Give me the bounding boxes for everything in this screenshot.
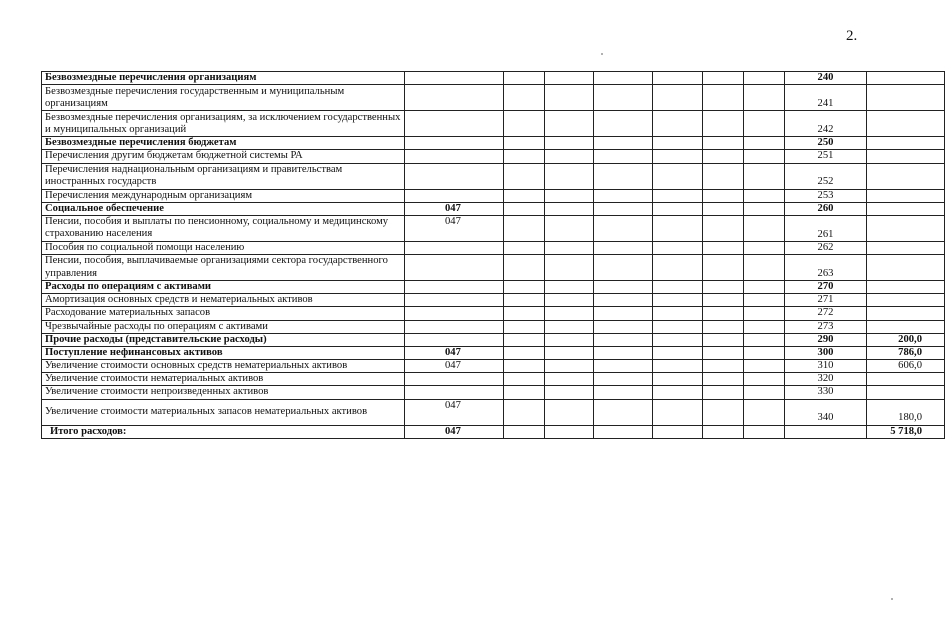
row-empty-cell bbox=[504, 320, 545, 333]
row-empty-cell bbox=[703, 307, 744, 320]
row-empty-cell bbox=[703, 346, 744, 359]
row-empty-cell bbox=[504, 202, 545, 215]
row-department-code bbox=[405, 386, 504, 399]
row-expense-code: 300 bbox=[785, 346, 867, 359]
row-name: Безвозмездные перечисления организациям, за исключением государственных и муниципальных организаций bbox=[42, 111, 405, 137]
row-empty-cell bbox=[744, 150, 785, 163]
row-department-code bbox=[405, 72, 504, 85]
row-empty-cell bbox=[504, 163, 545, 189]
row-amount bbox=[867, 255, 945, 281]
row-department-code: 047 bbox=[405, 346, 504, 359]
row-empty-cell bbox=[594, 386, 653, 399]
row-empty-cell bbox=[703, 425, 744, 438]
row-empty-cell bbox=[545, 150, 594, 163]
row-empty-cell bbox=[703, 85, 744, 111]
row-amount bbox=[867, 85, 945, 111]
table-row bbox=[42, 72, 945, 85]
row-name: Безвозмездные перечисления организациям bbox=[42, 72, 405, 85]
row-empty-cell bbox=[594, 307, 653, 320]
row-empty-cell bbox=[545, 360, 594, 373]
table-row bbox=[42, 346, 945, 359]
row-empty-cell bbox=[703, 189, 744, 202]
row-name: Перечисления международным организациям bbox=[42, 189, 405, 202]
row-empty-cell bbox=[653, 425, 703, 438]
row-amount bbox=[867, 241, 945, 254]
row-empty-cell bbox=[545, 111, 594, 137]
row-name: Поступление нефинансовых активов bbox=[42, 346, 405, 359]
row-empty-cell bbox=[594, 333, 653, 346]
row-empty-cell bbox=[504, 111, 545, 137]
row-empty-cell bbox=[545, 386, 594, 399]
row-empty-cell bbox=[594, 85, 653, 111]
table-row bbox=[42, 399, 945, 425]
row-expense-code: 272 bbox=[785, 307, 867, 320]
row-empty-cell bbox=[594, 373, 653, 386]
row-department-code: 047 bbox=[405, 425, 504, 438]
row-expense-code: 310 bbox=[785, 360, 867, 373]
row-empty-cell bbox=[653, 202, 703, 215]
row-name: Увеличение стоимости непроизведенных активов bbox=[42, 386, 405, 399]
table-row bbox=[42, 111, 945, 137]
row-empty-cell bbox=[653, 373, 703, 386]
row-name: Итого расходов: bbox=[42, 425, 405, 438]
row-expense-code: 273 bbox=[785, 320, 867, 333]
row-empty-cell bbox=[703, 137, 744, 150]
row-empty-cell bbox=[653, 150, 703, 163]
row-empty-cell bbox=[504, 241, 545, 254]
row-empty-cell bbox=[504, 255, 545, 281]
row-empty-cell bbox=[545, 163, 594, 189]
row-empty-cell bbox=[744, 373, 785, 386]
row-empty-cell bbox=[703, 320, 744, 333]
row-empty-cell bbox=[594, 189, 653, 202]
row-empty-cell bbox=[504, 307, 545, 320]
row-empty-cell bbox=[545, 85, 594, 111]
row-empty-cell bbox=[744, 386, 785, 399]
row-amount: 200,0 bbox=[867, 333, 945, 346]
row-empty-cell bbox=[545, 189, 594, 202]
row-expense-code: 251 bbox=[785, 150, 867, 163]
row-amount bbox=[867, 294, 945, 307]
row-expense-code: 240 bbox=[785, 72, 867, 85]
row-empty-cell bbox=[744, 241, 785, 254]
table-row bbox=[42, 307, 945, 320]
row-amount: 180,0 bbox=[867, 399, 945, 425]
table-row bbox=[42, 163, 945, 189]
row-name: Пенсии, пособия и выплаты по пенсионному, социальному и медицинскому страхованию населения bbox=[42, 215, 405, 241]
row-empty-cell bbox=[653, 360, 703, 373]
row-empty-cell bbox=[594, 360, 653, 373]
row-empty-cell bbox=[594, 111, 653, 137]
row-name: Социальное обеспечение bbox=[42, 202, 405, 215]
row-empty-cell bbox=[703, 255, 744, 281]
row-expense-code: 290 bbox=[785, 333, 867, 346]
row-empty-cell bbox=[703, 202, 744, 215]
row-empty-cell bbox=[545, 202, 594, 215]
row-empty-cell bbox=[744, 425, 785, 438]
row-department-code: 047 bbox=[405, 399, 504, 425]
row-empty-cell bbox=[653, 72, 703, 85]
row-empty-cell bbox=[594, 399, 653, 425]
row-empty-cell bbox=[703, 241, 744, 254]
row-name: Увеличение стоимости материальных запасов нематериальных активов bbox=[42, 399, 405, 425]
row-empty-cell bbox=[504, 189, 545, 202]
row-name: Увеличение стоимости основных средств нематериальных активов bbox=[42, 360, 405, 373]
table-row bbox=[42, 202, 945, 215]
row-empty-cell bbox=[744, 320, 785, 333]
row-empty-cell bbox=[504, 333, 545, 346]
row-empty-cell bbox=[744, 307, 785, 320]
row-name: Безвозмездные перечисления бюджетам bbox=[42, 137, 405, 150]
row-empty-cell bbox=[744, 189, 785, 202]
row-empty-cell bbox=[653, 386, 703, 399]
row-amount: 786,0 bbox=[867, 346, 945, 359]
row-empty-cell bbox=[545, 72, 594, 85]
row-department-code: 047 bbox=[405, 215, 504, 241]
row-amount bbox=[867, 373, 945, 386]
row-empty-cell bbox=[744, 202, 785, 215]
row-empty-cell bbox=[703, 386, 744, 399]
row-empty-cell bbox=[545, 241, 594, 254]
table-row bbox=[42, 373, 945, 386]
row-expense-code: 340 bbox=[785, 399, 867, 425]
row-empty-cell bbox=[545, 373, 594, 386]
expenses-table bbox=[41, 71, 945, 439]
row-empty-cell bbox=[504, 150, 545, 163]
row-expense-code bbox=[785, 425, 867, 438]
row-empty-cell bbox=[504, 137, 545, 150]
row-empty-cell bbox=[744, 360, 785, 373]
row-empty-cell bbox=[653, 281, 703, 294]
row-amount bbox=[867, 72, 945, 85]
row-empty-cell bbox=[744, 255, 785, 281]
row-department-code: 047 bbox=[405, 360, 504, 373]
row-empty-cell bbox=[594, 241, 653, 254]
row-expense-code: 241 bbox=[785, 85, 867, 111]
row-empty-cell bbox=[594, 163, 653, 189]
scan-speck bbox=[601, 53, 603, 55]
scan-speck bbox=[891, 598, 893, 600]
row-empty-cell bbox=[703, 150, 744, 163]
row-empty-cell bbox=[504, 281, 545, 294]
row-empty-cell bbox=[653, 163, 703, 189]
row-amount bbox=[867, 320, 945, 333]
row-department-code: 047 bbox=[405, 202, 504, 215]
row-amount: 5 718,0 bbox=[867, 425, 945, 438]
row-empty-cell bbox=[744, 399, 785, 425]
table-row bbox=[42, 360, 945, 373]
row-empty-cell bbox=[703, 294, 744, 307]
row-expense-code: 320 bbox=[785, 373, 867, 386]
row-empty-cell bbox=[504, 346, 545, 359]
table-row bbox=[42, 294, 945, 307]
row-empty-cell bbox=[744, 281, 785, 294]
row-empty-cell bbox=[744, 346, 785, 359]
row-amount bbox=[867, 215, 945, 241]
row-empty-cell bbox=[703, 281, 744, 294]
row-empty-cell bbox=[653, 111, 703, 137]
row-empty-cell bbox=[744, 111, 785, 137]
row-empty-cell bbox=[703, 373, 744, 386]
row-empty-cell bbox=[504, 215, 545, 241]
row-empty-cell bbox=[504, 386, 545, 399]
row-empty-cell bbox=[703, 333, 744, 346]
row-empty-cell bbox=[653, 346, 703, 359]
row-empty-cell bbox=[594, 215, 653, 241]
row-name: Расходование материальных запасов bbox=[42, 307, 405, 320]
row-empty-cell bbox=[545, 215, 594, 241]
table-row bbox=[42, 189, 945, 202]
row-empty-cell bbox=[653, 215, 703, 241]
row-empty-cell bbox=[653, 294, 703, 307]
row-empty-cell bbox=[594, 150, 653, 163]
row-name: Чрезвычайные расходы по операциям с активами bbox=[42, 320, 405, 333]
row-expense-code: 260 bbox=[785, 202, 867, 215]
row-department-code bbox=[405, 111, 504, 137]
row-empty-cell bbox=[545, 294, 594, 307]
row-empty-cell bbox=[504, 85, 545, 111]
row-empty-cell bbox=[653, 307, 703, 320]
row-department-code bbox=[405, 163, 504, 189]
table-body bbox=[42, 72, 945, 439]
row-expense-code: 271 bbox=[785, 294, 867, 307]
row-empty-cell bbox=[744, 137, 785, 150]
row-empty-cell bbox=[594, 72, 653, 85]
row-empty-cell bbox=[653, 189, 703, 202]
row-name: Амортизация основных средств и нематериальных активов bbox=[42, 294, 405, 307]
row-empty-cell bbox=[653, 255, 703, 281]
row-expense-code: 330 bbox=[785, 386, 867, 399]
table-row bbox=[42, 281, 945, 294]
table-row bbox=[42, 255, 945, 281]
row-name: Пособия по социальной помощи населению bbox=[42, 241, 405, 254]
row-empty-cell bbox=[653, 320, 703, 333]
row-department-code bbox=[405, 281, 504, 294]
row-empty-cell bbox=[653, 241, 703, 254]
row-empty-cell bbox=[744, 333, 785, 346]
row-empty-cell bbox=[703, 163, 744, 189]
row-empty-cell bbox=[594, 346, 653, 359]
row-empty-cell bbox=[545, 399, 594, 425]
row-expense-code: 252 bbox=[785, 163, 867, 189]
row-empty-cell bbox=[504, 360, 545, 373]
table-row bbox=[42, 215, 945, 241]
row-empty-cell bbox=[653, 399, 703, 425]
row-empty-cell bbox=[594, 281, 653, 294]
row-department-code bbox=[405, 137, 504, 150]
table-row bbox=[42, 386, 945, 399]
row-amount: 606,0 bbox=[867, 360, 945, 373]
row-department-code bbox=[405, 294, 504, 307]
row-empty-cell bbox=[653, 333, 703, 346]
table-row bbox=[42, 137, 945, 150]
row-department-code bbox=[405, 255, 504, 281]
row-name: Перечисления наднациональным организациям и правительствам иностранных государств bbox=[42, 163, 405, 189]
row-empty-cell bbox=[504, 72, 545, 85]
row-name: Безвозмездные перечисления государственным и муниципальным организациям bbox=[42, 85, 405, 111]
row-amount bbox=[867, 202, 945, 215]
row-empty-cell bbox=[703, 111, 744, 137]
row-department-code bbox=[405, 333, 504, 346]
row-empty-cell bbox=[545, 307, 594, 320]
row-empty-cell bbox=[504, 294, 545, 307]
row-name: Прочие расходы (представительские расходы) bbox=[42, 333, 405, 346]
row-expense-code: 250 bbox=[785, 137, 867, 150]
row-department-code bbox=[405, 373, 504, 386]
row-empty-cell bbox=[504, 399, 545, 425]
row-empty-cell bbox=[594, 425, 653, 438]
row-empty-cell bbox=[545, 333, 594, 346]
row-empty-cell bbox=[653, 137, 703, 150]
row-name: Расходы по операциям с активами bbox=[42, 281, 405, 294]
row-expense-code: 270 bbox=[785, 281, 867, 294]
row-empty-cell bbox=[545, 255, 594, 281]
row-amount bbox=[867, 386, 945, 399]
row-department-code bbox=[405, 150, 504, 163]
table-row bbox=[42, 333, 945, 346]
row-empty-cell bbox=[744, 215, 785, 241]
page-number: 2. bbox=[846, 28, 858, 44]
row-empty-cell bbox=[545, 425, 594, 438]
row-empty-cell bbox=[703, 360, 744, 373]
row-amount bbox=[867, 307, 945, 320]
row-empty-cell bbox=[703, 215, 744, 241]
row-expense-code: 261 bbox=[785, 215, 867, 241]
row-amount bbox=[867, 137, 945, 150]
row-empty-cell bbox=[594, 320, 653, 333]
row-name: Перечисления другим бюджетам бюджетной системы РА bbox=[42, 150, 405, 163]
row-department-code bbox=[405, 189, 504, 202]
row-amount bbox=[867, 150, 945, 163]
table-row bbox=[42, 150, 945, 163]
row-amount bbox=[867, 189, 945, 202]
row-department-code bbox=[405, 320, 504, 333]
row-expense-code: 253 bbox=[785, 189, 867, 202]
row-empty-cell bbox=[653, 85, 703, 111]
row-empty-cell bbox=[545, 320, 594, 333]
row-amount bbox=[867, 281, 945, 294]
row-empty-cell bbox=[545, 137, 594, 150]
table-row bbox=[42, 85, 945, 111]
row-department-code bbox=[405, 307, 504, 320]
table-row bbox=[42, 320, 945, 333]
row-empty-cell bbox=[504, 373, 545, 386]
row-empty-cell bbox=[504, 425, 545, 438]
row-empty-cell bbox=[744, 163, 785, 189]
row-empty-cell bbox=[594, 202, 653, 215]
table-row bbox=[42, 241, 945, 254]
row-department-code bbox=[405, 85, 504, 111]
row-empty-cell bbox=[594, 137, 653, 150]
row-expense-code: 263 bbox=[785, 255, 867, 281]
row-name: Увеличение стоимости нематериальных активов bbox=[42, 373, 405, 386]
row-empty-cell bbox=[594, 294, 653, 307]
row-expense-code: 262 bbox=[785, 241, 867, 254]
row-expense-code: 242 bbox=[785, 111, 867, 137]
row-empty-cell bbox=[703, 72, 744, 85]
row-amount bbox=[867, 163, 945, 189]
row-department-code bbox=[405, 241, 504, 254]
row-empty-cell bbox=[744, 85, 785, 111]
row-empty-cell bbox=[545, 281, 594, 294]
row-empty-cell bbox=[744, 72, 785, 85]
row-name: Пенсии, пособия, выплачиваемые организациями сектора государственного управления bbox=[42, 255, 405, 281]
row-empty-cell bbox=[703, 399, 744, 425]
row-empty-cell bbox=[594, 255, 653, 281]
row-empty-cell bbox=[545, 346, 594, 359]
table-row bbox=[42, 425, 945, 438]
row-amount bbox=[867, 111, 945, 137]
row-empty-cell bbox=[744, 294, 785, 307]
